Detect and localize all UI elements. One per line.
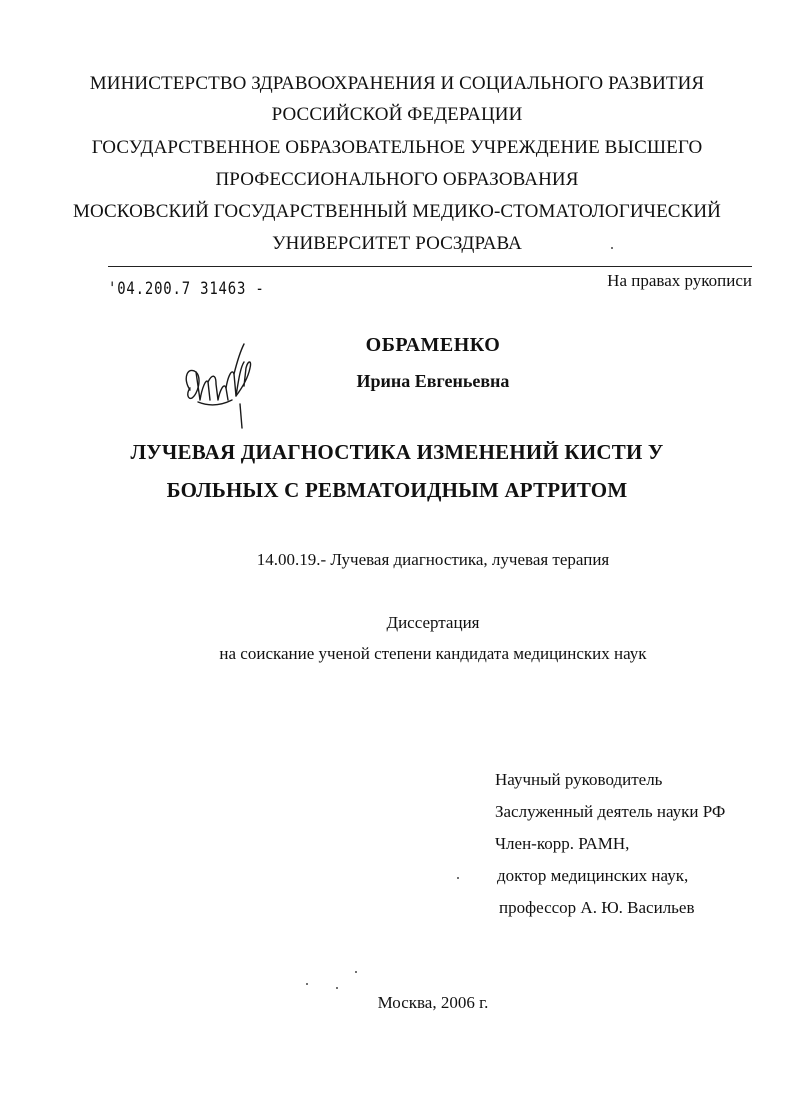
archive-number-stamp: '04.200.7 31463 - — [108, 279, 265, 299]
supervisor-academy-rank: Член-корр. РАМН, — [495, 834, 630, 853]
supervisor-degree: доктор медицинских наук, — [497, 866, 689, 885]
supervisor-heading: Научный руководитель — [495, 770, 663, 789]
supervisor-honorary-title: Заслуженный деятель науки РФ — [495, 802, 726, 821]
manuscript-rights-note: На правах рукописи — [607, 271, 752, 290]
degree-sought: на соискание ученой степени кандидата медицинских наук — [219, 644, 647, 663]
supervisor-name: профессор А. Ю. Васильев — [499, 898, 695, 917]
author-surname: ОБРАМЕНКО — [365, 334, 501, 356]
institution-line-university: МОСКОВСКИЙ ГОСУДАРСТВЕННЫЙ МЕДИКО-СТОМАТОЛОГИЧЕСКИЙ — [72, 201, 721, 222]
dissertation-title-line-2: БОЛЬНЫХ С РЕВМАТОИДНЫМ АРТРИТОМ — [166, 478, 628, 502]
city-and-year: Москва, 2006 г. — [377, 993, 489, 1012]
specialty-code: 14.00.19.- Лучевая диагностика, лучевая терапия — [256, 550, 610, 569]
institution-line-ministry: МИНИСТЕРСТВО ЗДРАВООХРАНЕНИЯ И СОЦИАЛЬНОГО РАЗВИТИЯ — [89, 73, 705, 94]
scan-speck — [336, 987, 338, 989]
scan-speck — [355, 971, 357, 973]
header-divider — [108, 266, 752, 267]
scan-speck — [611, 247, 613, 249]
author-given-name: Ирина Евгеньевна — [356, 371, 510, 391]
scan-speck — [457, 877, 459, 879]
institution-line-state-institution: ГОСУДАРСТВЕННОЕ ОБРАЗОВАТЕЛЬНОЕ УЧРЕЖДЕНИЕ ВЫСШЕГО — [91, 137, 703, 158]
dissertation-title-line-1: ЛУЧЕВАЯ ДИАГНОСТИКА ИЗМЕНЕНИЙ КИСТИ У — [130, 440, 664, 464]
institution-line-federation: РОССИЙСКОЙ ФЕДЕРАЦИИ — [271, 104, 523, 125]
scan-speck — [306, 983, 308, 985]
institution-line-roszdrav: УНИВЕРСИТЕТ РОСЗДРАВА — [272, 233, 522, 254]
document-type: Диссертация — [386, 613, 480, 632]
institution-line-professional-education: ПРОФЕССИОНАЛЬНОГО ОБРАЗОВАНИЯ — [215, 169, 579, 190]
